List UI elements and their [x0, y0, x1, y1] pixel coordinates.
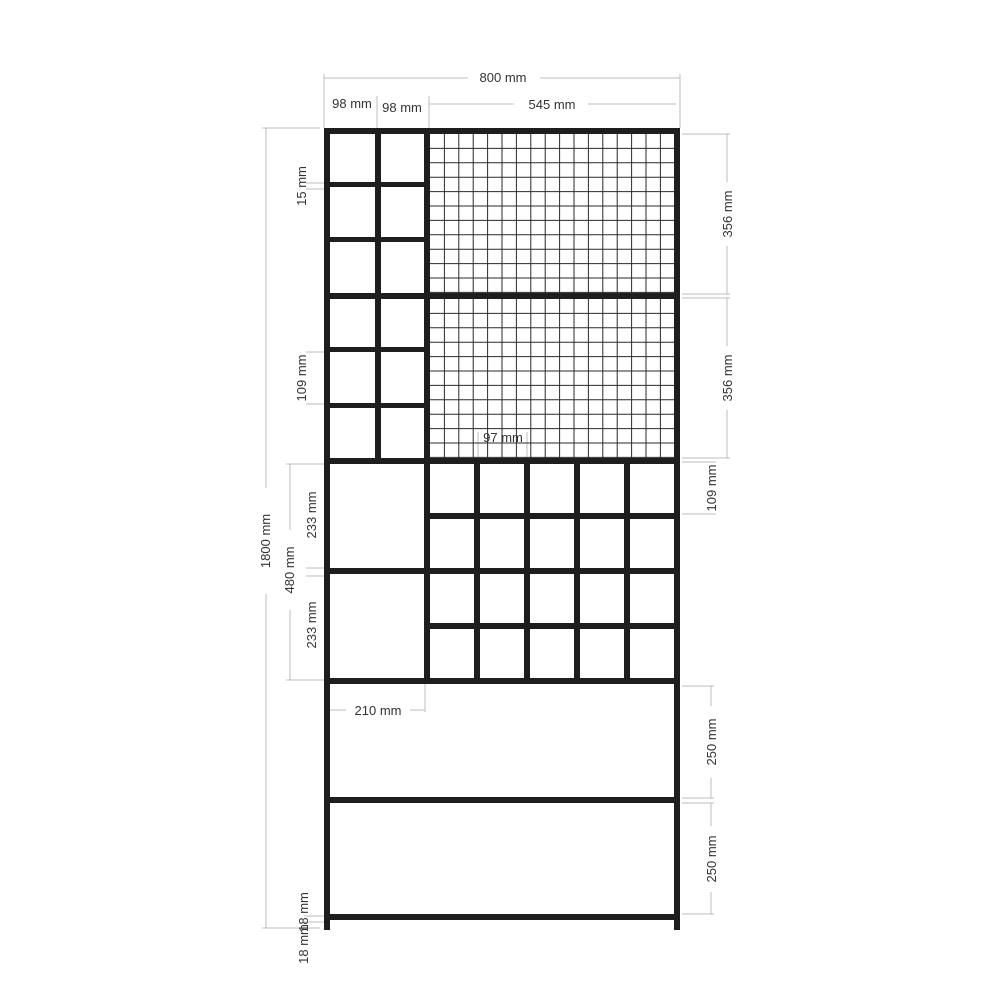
label-top-cell-2: 98 mm	[382, 100, 422, 115]
label-mesh-height-bottom: 356 mm	[720, 354, 735, 402]
label-top-cell-1: 98 mm	[332, 96, 372, 111]
label-shelf-lower: 250 mm	[704, 835, 719, 883]
label-total-height: 1800 mm	[258, 513, 273, 569]
frame-shelf-bar-2	[324, 797, 680, 803]
wire-mesh-panel-top	[430, 134, 674, 293]
wire-mesh-panel-bottom	[430, 299, 674, 458]
frame-left-upright	[324, 128, 330, 930]
label-grid-cell-height: 109 mm	[704, 464, 719, 512]
label-total-width: 800 mm	[479, 70, 527, 85]
label-mesh-width: 545 mm	[528, 97, 576, 112]
frame-bottom-bar	[324, 914, 680, 920]
label-small-cell-height: 109 mm	[294, 354, 309, 402]
frame-shelf-bar-1	[324, 678, 680, 684]
label-middle-cell-lower: 233 mm	[304, 601, 319, 649]
label-shelf-upper: 250 mm	[704, 718, 719, 766]
label-bar-thickness: 15 mm	[294, 166, 309, 206]
label-mesh-height-top: 356 mm	[720, 190, 735, 238]
label-bottom-gap: 18 mm	[296, 892, 311, 932]
label-middle-cell-upper: 233 mm	[304, 491, 319, 539]
label-left-cell-width: 210 mm	[354, 703, 402, 718]
label-bottom-bar: 18 mm	[296, 924, 311, 964]
label-grid-cell-width: 97 mm	[483, 430, 523, 445]
frame-right-upright	[674, 128, 680, 930]
label-middle-section-height: 480 mm	[282, 546, 297, 594]
